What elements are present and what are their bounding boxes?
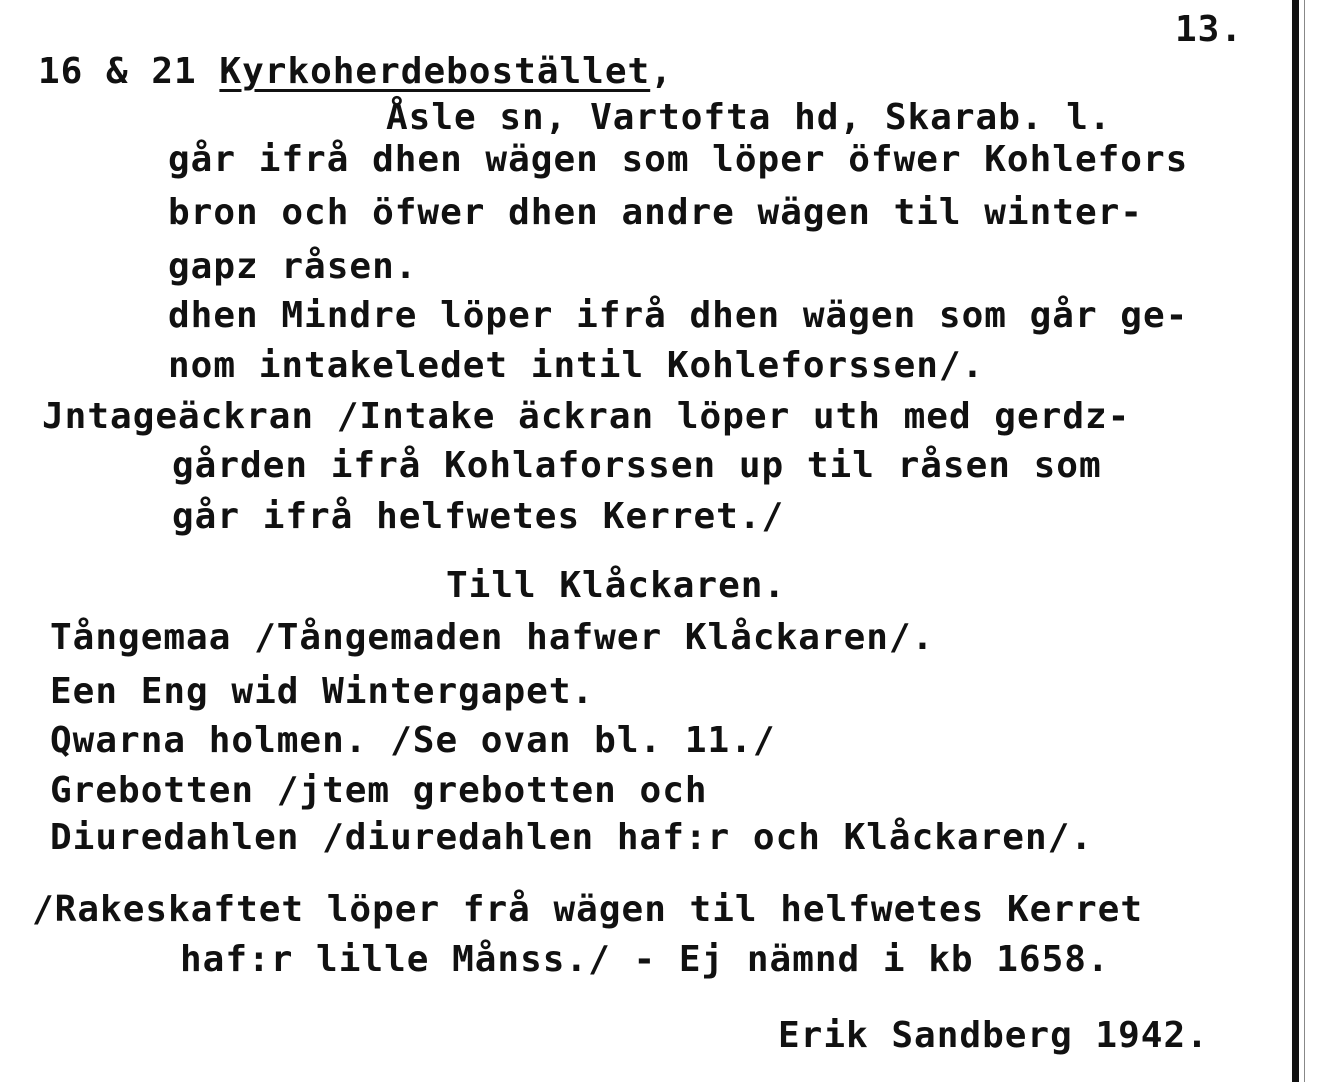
section-line: Een Eng wid Wintergapet. <box>50 671 595 712</box>
heading-line <box>38 52 673 92</box>
body-line: nom intakeledet intil Kohleforssen/. <box>168 345 985 386</box>
remark-line: haf:r lille Månss./ - Ej nämnd i kb 1658. <box>180 939 1110 980</box>
heading-title-suffix: , <box>650 51 673 92</box>
section-line: Qwarna holmen. /Se ovan bl. 11./ <box>50 720 776 761</box>
page-edge-line <box>1304 0 1305 1082</box>
heading-title: Kyrkoherdebostället <box>219 51 651 92</box>
body-line: bron och öfwer dhen andre wägen til winter- <box>168 192 1143 233</box>
section-line: Tångemaa /Tångemaden hafwer Klåckaren/. <box>50 617 935 658</box>
body-line: Jntageäckran /Intake äckran löper uth med gerdz- <box>42 396 1131 437</box>
body-line: gapz råsen. <box>168 246 418 287</box>
heading-prefix: 16 & 21 <box>38 51 220 92</box>
page-number: 13. <box>1175 9 1244 50</box>
page-edge-shadow <box>1292 0 1299 1082</box>
body-line: gården ifrå Kohlaforssen up til råsen som <box>172 445 1102 486</box>
signature: Erik Sandberg 1942. <box>778 1015 1209 1056</box>
section-line: Grebotten /jtem grebotten och <box>50 770 708 811</box>
remark-line: /Rakeskaftet löper frå wägen til helfwetes Kerret <box>32 889 1144 930</box>
body-line: dhen Mindre löper ifrå dhen wägen som går ge- <box>168 295 1189 336</box>
section-line: Diuredahlen /diuredahlen haf:r och Klåckaren/. <box>50 817 1093 858</box>
body-line: går ifrå helfwetes Kerret./ <box>172 496 785 537</box>
section-title: Till Klåckaren. <box>446 565 787 606</box>
body-line: går ifrå dhen wägen som löper öfwer Kohlefors <box>168 139 1189 180</box>
heading-location: Åsle sn, Vartofta hd, Skarab. l. <box>386 97 1112 138</box>
